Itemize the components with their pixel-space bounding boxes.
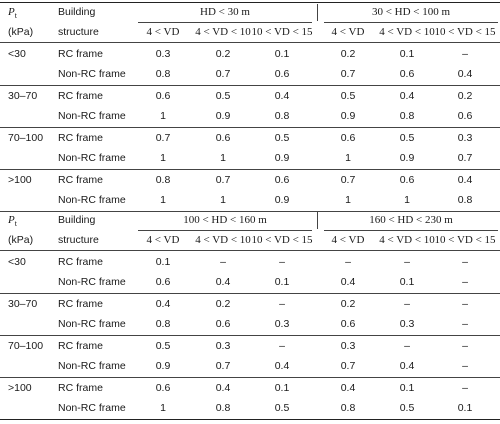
value-cell: 0.1	[155, 256, 171, 268]
value-cell: 0.8	[274, 110, 290, 122]
value-cell: 0.9	[274, 152, 290, 164]
table-row	[0, 106, 500, 126]
value-cell: 0.4	[274, 90, 290, 102]
pt-range-label: >100	[8, 382, 32, 394]
value-cell: 0.4	[399, 360, 415, 372]
value-cell: 0.3	[274, 318, 290, 330]
value-cell: 0.3	[215, 340, 231, 352]
subcolumn-header: 4 < VD	[146, 26, 180, 38]
group-header-2: 30 < HD < 100 m	[371, 6, 451, 18]
value-cell: 0.7	[340, 360, 356, 372]
table-row	[0, 272, 500, 292]
header-row-2	[0, 22, 500, 42]
value-cell: 0.2	[340, 48, 356, 60]
value-cell: 0.2	[215, 298, 231, 310]
value-cell: 0.4	[340, 276, 356, 288]
pt-range-label: 70–100	[8, 132, 44, 144]
value-cell: 0.9	[274, 194, 290, 206]
structure-label: RC frame	[58, 382, 103, 394]
value-cell: 0.5	[274, 132, 290, 144]
value-cell: 0.6	[155, 276, 171, 288]
table-row	[0, 44, 500, 64]
value-cell: 0.4	[340, 382, 356, 394]
value-cell: –	[279, 298, 285, 310]
value-cell: 0.6	[155, 90, 171, 102]
value-cell: 0.1	[274, 48, 290, 60]
value-cell: 0.5	[340, 90, 356, 102]
value-cell: 0.9	[399, 152, 415, 164]
pt-header	[8, 2, 48, 22]
value-cell: 0.8	[155, 68, 171, 80]
value-cell: 0.6	[274, 68, 290, 80]
structure-label: RC frame	[58, 174, 103, 186]
value-cell: 0.6	[340, 318, 356, 330]
value-cell: 0.1	[399, 48, 415, 60]
pt-subscript: t	[14, 11, 17, 21]
pt-unit: (kPa)	[8, 26, 34, 38]
subcolumn-header: 4 < VD < 10	[379, 234, 435, 246]
value-cell: 0.8	[215, 402, 231, 414]
group-header-2: 160 < HD < 230 m	[369, 214, 453, 226]
value-cell: 0.6	[399, 68, 415, 80]
subcolumn-header: 10 < VD < 15	[434, 234, 496, 246]
value-cell: 0.8	[340, 402, 356, 414]
value-cell: 1	[345, 152, 351, 164]
value-cell: –	[462, 340, 468, 352]
value-cell: 0.4	[215, 382, 231, 394]
value-cell: 0.7	[215, 68, 231, 80]
structure-label: Non-RC frame	[58, 360, 126, 372]
value-cell: –	[462, 256, 468, 268]
structure-label: Non-RC frame	[58, 110, 126, 122]
value-cell: 1	[160, 194, 166, 206]
pt-symbol: P	[8, 214, 15, 226]
value-cell: 0.7	[340, 68, 356, 80]
value-cell: 0.6	[274, 174, 290, 186]
value-cell: 1	[160, 152, 166, 164]
value-cell: 0.5	[399, 132, 415, 144]
value-cell: 0.9	[215, 110, 231, 122]
value-cell: 0.7	[215, 360, 231, 372]
pt-symbol: P	[8, 6, 15, 18]
group-separator	[317, 212, 318, 229]
subcolumn-header: 10 < VD < 15	[251, 234, 313, 246]
group-header-1: 100 < HD < 160 m	[183, 214, 267, 226]
structure-label: RC frame	[58, 340, 103, 352]
group-separator	[317, 4, 318, 21]
value-cell: –	[404, 298, 410, 310]
value-cell: 0.8	[155, 318, 171, 330]
value-cell: 0.6	[399, 174, 415, 186]
pt-range-label: >100	[8, 174, 32, 186]
value-cell: 0.6	[457, 110, 473, 122]
structure-label: RC frame	[58, 256, 103, 268]
table-row	[0, 128, 500, 148]
pt-range-label: 30–70	[8, 90, 38, 102]
value-cell: 0.5	[215, 90, 231, 102]
value-cell: –	[462, 276, 468, 288]
table-row	[0, 398, 500, 418]
pt-range-label: <30	[8, 256, 26, 268]
building-header-line1: Building	[58, 214, 96, 226]
value-cell: 0.1	[399, 276, 415, 288]
table-row	[0, 378, 500, 398]
table-row	[0, 148, 500, 168]
value-cell: 0.4	[457, 68, 473, 80]
structure-label: RC frame	[58, 298, 103, 310]
value-cell: 1	[220, 194, 226, 206]
pt-header	[8, 210, 48, 230]
pt-range-label: 30–70	[8, 298, 38, 310]
group-header-1: HD < 30 m	[200, 6, 250, 18]
header-row-1	[0, 210, 500, 230]
value-cell: –	[462, 298, 468, 310]
structure-label: RC frame	[58, 48, 103, 60]
subcolumn-header: 4 < VD	[331, 234, 365, 246]
structure-label: Non-RC frame	[58, 152, 126, 164]
value-cell: 0.6	[215, 318, 231, 330]
value-cell: 0.3	[340, 340, 356, 352]
value-cell: 0.1	[399, 382, 415, 394]
value-cell: –	[279, 256, 285, 268]
structure-label: Non-RC frame	[58, 318, 126, 330]
value-cell: 0.4	[274, 360, 290, 372]
value-cell: 0.4	[399, 90, 415, 102]
value-cell: –	[462, 48, 468, 60]
table-row	[0, 314, 500, 334]
table-row	[0, 64, 500, 84]
value-cell: 0.8	[399, 110, 415, 122]
value-cell: 0.7	[457, 152, 473, 164]
table-2	[0, 210, 500, 416]
structure-label: Non-RC frame	[58, 68, 126, 80]
table-row	[0, 170, 500, 190]
value-cell: –	[404, 340, 410, 352]
structure-label: Non-RC frame	[58, 194, 126, 206]
value-cell: –	[462, 360, 468, 372]
value-cell: 0.8	[155, 174, 171, 186]
value-cell: 0.3	[399, 318, 415, 330]
value-cell: 0.2	[215, 48, 231, 60]
value-cell: 0.7	[155, 132, 171, 144]
value-cell: –	[345, 256, 351, 268]
table-row	[0, 252, 500, 272]
table-row	[0, 190, 500, 210]
value-cell: 0.6	[215, 132, 231, 144]
structure-label: RC frame	[58, 90, 103, 102]
building-header-line2: structure	[58, 26, 99, 38]
subcolumn-header: 4 < VD < 10	[195, 26, 251, 38]
value-cell: 0.2	[457, 90, 473, 102]
table-row	[0, 356, 500, 376]
value-cell: 1	[160, 110, 166, 122]
value-cell: 0.1	[274, 276, 290, 288]
value-cell: –	[462, 318, 468, 330]
value-cell: 1	[345, 194, 351, 206]
header-row-1	[0, 2, 500, 22]
table-row	[0, 294, 500, 314]
value-cell: 0.4	[215, 276, 231, 288]
value-cell: –	[220, 256, 226, 268]
header-row-2	[0, 230, 500, 250]
value-cell: 0.4	[155, 298, 171, 310]
value-cell: 0.6	[155, 382, 171, 394]
structure-label: Non-RC frame	[58, 402, 126, 414]
value-cell: 0.3	[457, 132, 473, 144]
subcolumn-header: 4 < VD	[331, 26, 365, 38]
value-cell: 0.8	[457, 194, 473, 206]
subcolumn-header: 10 < VD < 15	[434, 26, 496, 38]
subcolumn-header: 4 < VD < 10	[379, 26, 435, 38]
value-cell: 0.9	[155, 360, 171, 372]
value-cell: 0.1	[457, 402, 473, 414]
value-cell: 1	[160, 402, 166, 414]
building-header-line2: structure	[58, 234, 99, 246]
pt-range-label: 70–100	[8, 340, 44, 352]
table-row	[0, 86, 500, 106]
value-cell: –	[462, 382, 468, 394]
value-cell: 0.1	[274, 382, 290, 394]
structure-label: Non-RC frame	[58, 276, 126, 288]
value-cell: 0.5	[274, 402, 290, 414]
building-header-line1: Building	[58, 6, 96, 18]
value-cell: 0.5	[399, 402, 415, 414]
pt-range-label: <30	[8, 48, 26, 60]
header-bottom-rule	[0, 42, 500, 43]
value-cell: 0.3	[155, 48, 171, 60]
header-bottom-rule	[0, 250, 500, 251]
value-cell: 0.4	[457, 174, 473, 186]
subcolumn-header: 10 < VD < 15	[251, 26, 313, 38]
value-cell: –	[404, 256, 410, 268]
table-row	[0, 336, 500, 356]
value-cell: 1	[220, 152, 226, 164]
structure-label: RC frame	[58, 132, 103, 144]
value-cell: 0.2	[340, 298, 356, 310]
value-cell: 0.7	[215, 174, 231, 186]
pt-subscript: t	[14, 219, 17, 229]
pt-unit: (kPa)	[8, 234, 34, 246]
value-cell: 0.5	[155, 340, 171, 352]
value-cell: 0.7	[340, 174, 356, 186]
table-bottom-rule	[0, 419, 500, 420]
value-cell: –	[279, 340, 285, 352]
value-cell: 0.6	[340, 132, 356, 144]
value-cell: 0.9	[340, 110, 356, 122]
subcolumn-header: 4 < VD < 10	[195, 234, 251, 246]
table-1	[0, 2, 500, 208]
subcolumn-header: 4 < VD	[146, 234, 180, 246]
value-cell: 1	[404, 194, 410, 206]
